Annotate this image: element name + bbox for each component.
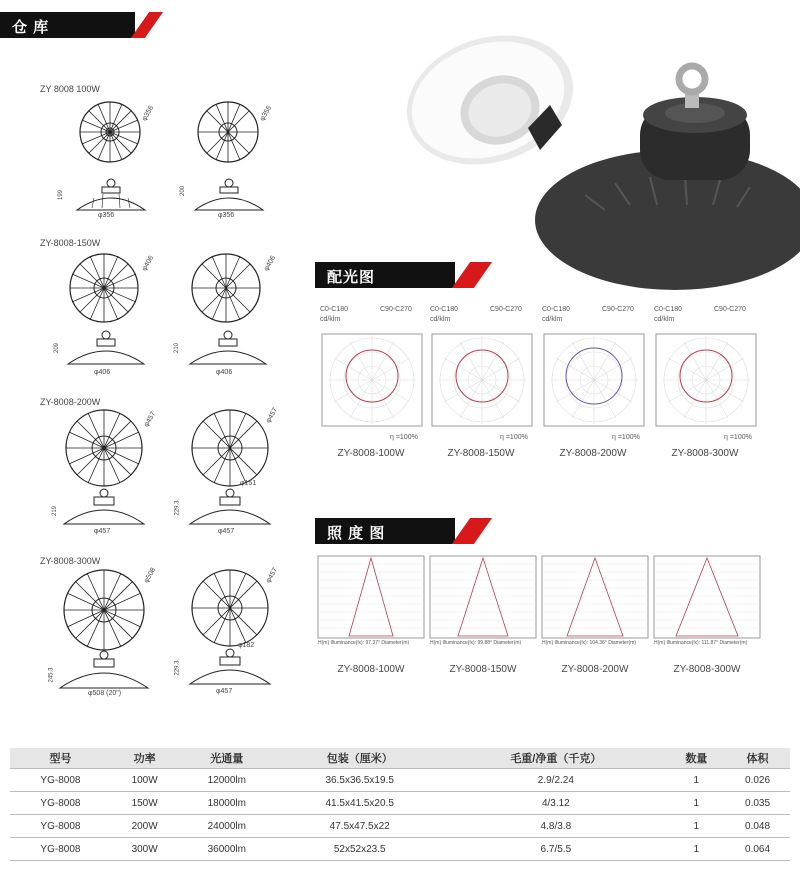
chart-caption: ZY-8008-100W — [337, 448, 405, 459]
dimension-label: φ151 — [240, 480, 257, 487]
model-title-200w: ZY-8008-200W — [40, 397, 101, 407]
top-view-drawing — [190, 408, 270, 488]
footer-right: Diameter(m) — [608, 640, 636, 646]
top-view-drawing — [190, 252, 262, 324]
dimension-label: φ182 — [238, 642, 255, 649]
top-view-drawing — [78, 100, 142, 164]
table-cell: YG-8008 — [10, 792, 111, 815]
chart-caption: ZY-8008-300W — [671, 448, 739, 459]
table-cell: 300W — [111, 838, 179, 861]
table-cell: 36.5x36.5x19.5 — [275, 769, 444, 792]
dimension-label: φ457 — [218, 528, 235, 535]
dimension-label: φ508 (20") — [88, 690, 122, 697]
table-cell: 4/3.12 — [444, 792, 667, 815]
polar-chart — [656, 334, 756, 426]
beam-angle: 99.88° — [477, 640, 493, 646]
legend-c0: C0-C180 — [430, 306, 459, 313]
chart-caption: ZY-8008-300W — [673, 664, 741, 675]
top-view-drawing — [196, 100, 260, 164]
polar-chart — [322, 334, 422, 426]
dimension-label: φ356 — [98, 212, 115, 219]
dimension-label: φ457 — [143, 410, 158, 429]
dimension-label: φ406 — [141, 254, 156, 273]
table-row — [10, 838, 790, 861]
footer-left: H(m) Illuminance(lx) — [654, 640, 699, 646]
table-cell: 24000lm — [178, 815, 275, 838]
side-view-drawing — [186, 488, 274, 528]
illuminance-footer: H(m) Illuminance(lx): 104.36° Diameter(m) — [542, 640, 636, 646]
height-label: 245.3 — [48, 667, 55, 683]
efficiency-label: η =100% — [390, 434, 418, 441]
unit-label: cd/klm — [320, 316, 341, 323]
beam-angle: 111.87° — [701, 640, 719, 646]
unit-label: cd/klm — [430, 316, 451, 323]
footer-right: Diameter(m) — [719, 640, 748, 646]
illuminance-cone — [542, 556, 648, 638]
legend-c90: C90-C270 — [602, 306, 634, 313]
side-view-drawing — [190, 178, 268, 214]
dimension-label: φ457 — [265, 406, 280, 425]
table-cell: 2.9/2.24 — [444, 769, 667, 792]
side-view-drawing — [56, 650, 152, 692]
table-row — [10, 815, 790, 838]
height-label: 229.3 — [174, 500, 181, 516]
chart-caption: ZY-8008-150W — [447, 448, 515, 459]
side-view-drawing — [186, 330, 270, 368]
col-power: 功率 — [111, 748, 179, 769]
table-cell: 36000lm — [178, 838, 275, 861]
footer-right: Diameter(m) — [493, 640, 522, 646]
efficiency-label: η =100% — [612, 434, 640, 441]
table-cell: 0.026 — [725, 769, 790, 792]
legend-c0: C0-C180 — [654, 306, 683, 313]
height-label: 199 — [58, 189, 65, 201]
polar-chart — [544, 334, 644, 426]
col-volume: 体积 — [725, 748, 790, 769]
polar-chart — [432, 334, 532, 426]
table-cell: 200W — [111, 815, 179, 838]
light-distribution-title: 配光图 — [327, 269, 376, 286]
illuminance-cone — [318, 556, 424, 638]
illuminance-cone — [430, 556, 536, 638]
col-weight: 毛重/净重（千克） — [444, 748, 667, 769]
dimension-label: φ457 — [265, 566, 280, 585]
table-cell: 0.064 — [725, 838, 790, 861]
light-distribution-header — [315, 262, 490, 288]
chart-caption: ZY-8008-100W — [337, 664, 405, 675]
legend-c90: C90-C270 — [714, 306, 746, 313]
height-label: 210 — [174, 342, 181, 354]
illuminance-cone — [654, 556, 760, 638]
table-cell: 150W — [111, 792, 179, 815]
legend-c90: C90-C270 — [380, 306, 412, 313]
illuminance-footer: H(m) Illuminance(lx): 99.88° Diameter(m) — [430, 640, 522, 646]
dimension-label: φ406 — [263, 254, 278, 273]
footer-left: H(m) Illuminance(lx) — [430, 640, 475, 646]
col-flux: 光通量 — [178, 748, 275, 769]
dimension-label: φ406 — [216, 369, 233, 376]
side-view-drawing — [60, 488, 148, 528]
spec-table — [10, 748, 790, 861]
table-cell: 6.7/5.5 — [444, 838, 667, 861]
model-title-100w: ZY 8008 100W — [40, 84, 100, 94]
legend-c0: C0-C180 — [542, 306, 571, 313]
legend-c90: C90-C270 — [490, 306, 522, 313]
warehouse-title: 仓 库 — [12, 19, 50, 36]
table-cell: 0.048 — [725, 815, 790, 838]
dimension-label: φ356 — [141, 104, 156, 123]
table-cell: 47.5x47.5x22 — [275, 815, 444, 838]
beam-angle: 97.37° — [365, 640, 381, 646]
table-row — [10, 792, 790, 815]
illuminance-footer: H(m) Illuminance(lx): 111.87° Diameter(m) — [654, 640, 748, 646]
table-cell: 4.8/3.8 — [444, 815, 667, 838]
chart-caption: ZY-8008-150W — [449, 664, 517, 675]
illuminance-header — [315, 518, 490, 544]
top-view-drawing — [62, 568, 146, 652]
dimension-label: φ406 — [94, 369, 111, 376]
dimension-label: φ356 — [259, 104, 274, 123]
unit-label: cd/klm — [542, 316, 563, 323]
table-cell: 1 — [668, 769, 726, 792]
chart-caption: ZY-8008-200W — [559, 448, 627, 459]
product-photo-detail — [575, 65, 770, 210]
col-package: 包装（厘米） — [275, 748, 444, 769]
table-cell: 1 — [668, 838, 726, 861]
footer-left: H(m) Illuminance(lx) — [318, 640, 363, 646]
efficiency-label: η =100% — [724, 434, 752, 441]
height-label: 209 — [54, 342, 61, 354]
legend-c0: C0-C180 — [320, 306, 349, 313]
height-label: 219 — [52, 505, 59, 517]
side-view-drawing — [186, 648, 274, 688]
dimension-label: φ356 — [218, 212, 235, 219]
top-view-drawing — [68, 252, 140, 324]
table-cell: 0.035 — [725, 792, 790, 815]
top-view-drawing — [64, 408, 144, 488]
table-cell: 1 — [668, 815, 726, 838]
table-cell: 12000lm — [178, 769, 275, 792]
table-row — [10, 769, 790, 792]
illuminance-footer: H(m) Illuminance(lx): 97.37° Diameter(m) — [318, 640, 410, 646]
height-label: 200 — [180, 185, 187, 197]
side-view-drawing — [64, 330, 148, 368]
dimension-label: φ508 — [143, 566, 158, 585]
beam-angle: 104.36° — [589, 640, 607, 646]
model-title-150w: ZY-8008-150W — [40, 238, 101, 248]
unit-label: cd/klm — [654, 316, 675, 323]
product-photo-front — [400, 10, 570, 170]
warehouse-header — [0, 12, 160, 38]
table-cell: 41.5x41.5x20.5 — [275, 792, 444, 815]
top-view-drawing — [190, 568, 270, 648]
footer-right: Diameter(m) — [381, 640, 410, 646]
table-cell: 52x52x23.5 — [275, 838, 444, 861]
col-qty: 数量 — [668, 748, 726, 769]
table-cell: YG-8008 — [10, 815, 111, 838]
footer-left: H(m) Illuminance(lx) — [542, 640, 587, 646]
table-cell: 1 — [668, 792, 726, 815]
chart-caption: ZY-8008-200W — [561, 664, 629, 675]
table-header-row — [10, 748, 790, 769]
model-title-300w: ZY-8008-300W — [40, 556, 101, 566]
height-label: 229.3 — [174, 660, 181, 676]
dimension-label: φ457 — [216, 688, 233, 695]
table-cell: YG-8008 — [10, 769, 111, 792]
side-view-drawing — [72, 178, 150, 214]
illuminance-title: 照 度 图 — [327, 525, 386, 542]
col-model: 型号 — [10, 748, 111, 769]
table-cell: 100W — [111, 769, 179, 792]
table-cell: YG-8008 — [10, 838, 111, 861]
table-cell: 18000lm — [178, 792, 275, 815]
dimension-label: φ457 — [94, 528, 111, 535]
efficiency-label: η =100% — [500, 434, 528, 441]
